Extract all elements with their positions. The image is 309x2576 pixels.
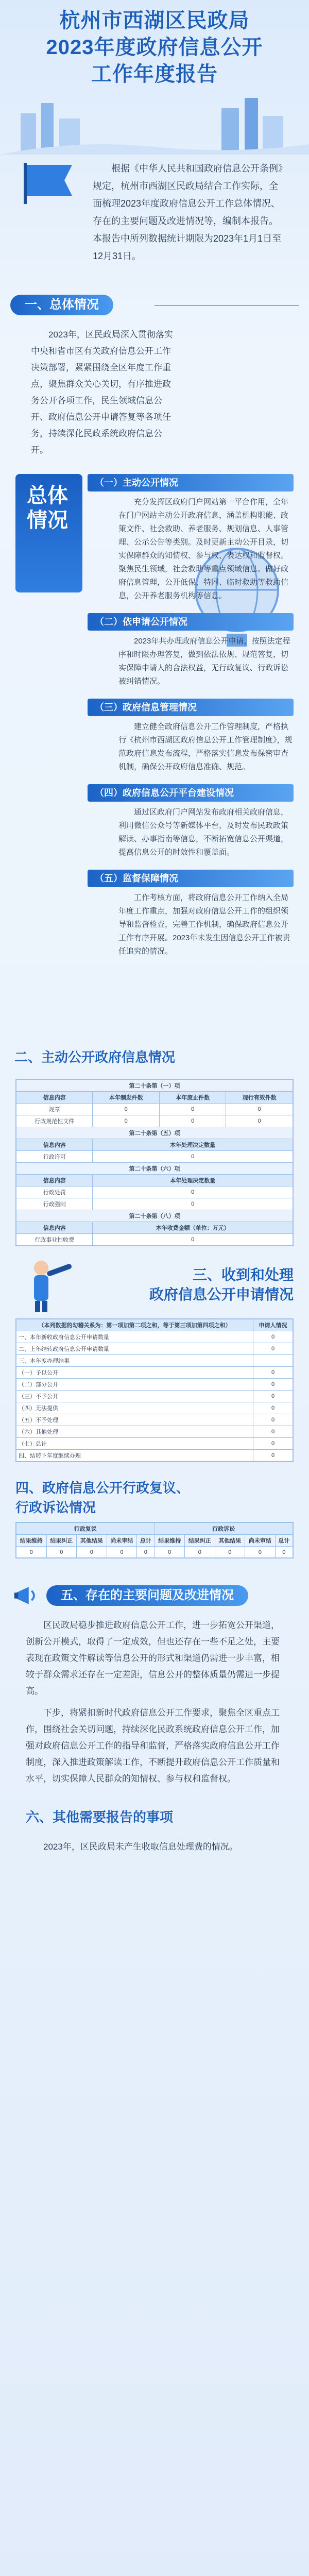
summary-item-body: 工作考核方面，将政府信息公开工作纳入全局年度工作重点，加强对政府信息公开工作的组织领导和监督检查，完善工作机制，确保政府信息公开工作有序开展。2023年未发生因信息公开工作被责任追究的情况。 <box>118 893 290 956</box>
report-header <box>0 0 309 155</box>
table-cell: （一）予以公开 <box>16 1367 253 1379</box>
table-cell: 行政强制 <box>16 1198 93 1210</box>
section-divider <box>154 305 299 306</box>
table-cell: 0 <box>215 1547 245 1558</box>
section-3-heading <box>0 1257 309 1313</box>
table-cell: 0 <box>253 1414 293 1426</box>
summary-item-title: （三）政府信息管理情况 <box>88 699 294 716</box>
table-cell: （七）总计 <box>16 1438 253 1450</box>
table-header: 本年制发件数 <box>93 1092 160 1104</box>
summary-item-title: （二）依申请公开情况 <box>88 613 294 631</box>
table-header: 本年收费金额（单位：万元） <box>93 1222 293 1234</box>
table-cell: 0 <box>245 1547 276 1558</box>
table-cell: 二、上年结转政府信息公开申请数量 <box>16 1343 253 1355</box>
title-line-2: 2023年度政府信息公开 <box>46 36 263 59</box>
other-matters-text: 2023年，区民政局未产生收取信息处理费的情况。 <box>43 1842 238 1852</box>
table-cell: 0 <box>253 1379 293 1391</box>
section-4-heading <box>0 1476 309 1517</box>
table-cell: 第二十条第（一）项 <box>16 1080 293 1092</box>
table-cell: （五）不予处理 <box>16 1414 253 1426</box>
table-header: 总计 <box>275 1535 293 1547</box>
person-with-telescope-illustration <box>15 1257 77 1313</box>
section-2-title: 二、主动公开政府信息情况 <box>14 1049 176 1065</box>
intro-text: 根据《中华人民共和国政府信息公开条例》规定，杭州市西湖区民政局结合工作实际，全面梳理2023年度政府信息公开工作总体情况、存在的主要问题及改进情况等，编制本报告。本报告中所列数据统计期限为2023年1月1日至12月31日。 <box>93 163 283 261</box>
section-5-title: 五、存在的主要问题及改进情况 <box>46 1585 248 1606</box>
table-cell: 0 <box>107 1547 137 1558</box>
table-cell: 0 <box>253 1402 293 1414</box>
table-cell: 0 <box>253 1367 293 1379</box>
summary-item-body: 2023年共办理政府信息公开申请，按照法定程序和时限办理答复，做到依法依规、规范答复，切实保障申请人的合法权益，无行政复议、行政诉讼被纠错情况。 <box>118 637 290 686</box>
table-cell: 0 <box>159 1115 226 1127</box>
table-header: 本年废止件数 <box>159 1092 226 1104</box>
table-cell: 三、本年度办理结果 <box>16 1355 253 1367</box>
summary-item-title: （一）主动公开情况 <box>88 474 294 492</box>
table-cell: 规章 <box>16 1104 93 1115</box>
table-cell: 0 <box>253 1426 293 1438</box>
problem-paragraph-2: 下步，将紧扣新时代政府信息公开工作要求，聚焦全区重点工作，围绕社会关切问题，持续深化民政系统政府信息公开工作，加强对政府信息公开工作的指导和监督，严格落实政府信息公开工作制度，深入推进政策解读工作，不断提升政府信息公开工作质量和水平，切实保障人民群众的知情权、参与权和监督权。 <box>26 1708 280 1784</box>
section-3-title-line-1: 三、收到和处理 <box>192 1267 294 1283</box>
table-cell: 0 <box>137 1547 154 1558</box>
table-cell: 0 <box>253 1331 293 1343</box>
table-header: 尚未审结 <box>245 1535 276 1547</box>
section-4-title-line-2: 行政诉讼情况 <box>15 1500 96 1515</box>
table-header: 行政诉讼 <box>154 1523 293 1535</box>
flag-icon <box>21 160 82 206</box>
megaphone-icon <box>12 1581 41 1610</box>
table-cell: 0 <box>93 1151 293 1163</box>
title-line-1: 杭州市西湖区民政局 <box>59 9 250 32</box>
table-cell: （六）其他处理 <box>16 1426 253 1438</box>
table-cell: 0 <box>159 1104 226 1115</box>
summary-section <box>15 474 294 1041</box>
problem-block <box>15 1617 294 1787</box>
summary-item <box>88 474 294 603</box>
table-cell: （四）无法提供 <box>16 1402 253 1414</box>
table-header: 结果纠正 <box>46 1535 77 1547</box>
table-cell: 0 <box>77 1547 107 1558</box>
section-4-title-line-1: 四、政府信息公开行政复议、 <box>15 1480 190 1496</box>
table-cell: 0 <box>253 1450 293 1462</box>
table-cell: 0 <box>154 1547 185 1558</box>
table-cell: 一、本年新收政府信息公开申请数量 <box>16 1331 253 1343</box>
table-header: 本年处理决定数量 <box>93 1175 293 1187</box>
table-header: 信息内容 <box>16 1092 93 1104</box>
summary-item-body: 充分发挥区政府门户网站第一平台作用，全年在门户网站主动公开政府信息，涵盖机构职能、政策文件、社会救助、养老服务、规划信息、人事管理、公示公告等类别。及时更新主动公开目录，切实保障群众的知情权、参与权、表达权和监督权。聚焦民生领域，社会救助等重点领域信息。做好政府信息管理，公开低保、特困、临时救助等救助信息，公开养老服务机构等信息。 <box>118 498 289 600</box>
table-cell: 四、结转下年度继续办理 <box>16 1450 253 1462</box>
table-cell: 0 <box>93 1104 160 1115</box>
table-cell: 0 <box>93 1115 160 1127</box>
table-cell <box>253 1355 293 1367</box>
city-skyline-illustration <box>0 82 309 155</box>
table-cell: 0 <box>253 1343 293 1355</box>
summary-item-title: （四）政府信息公开平台建设情况 <box>88 784 294 802</box>
table-cell: （三）不予公开 <box>16 1391 253 1402</box>
table-cell: 0 <box>16 1547 47 1558</box>
table-cell: 0 <box>93 1187 293 1198</box>
table-header: 信息内容 <box>16 1222 93 1234</box>
summary-item-body: 通过区政府门户网站发布政府相关政府信息，利用微信公众号等新媒体平台，及时发布民政政策解读、办事指南等信息，不断拓宽信息公开渠道，提高信息公开的时效性和覆盖面。 <box>118 808 289 857</box>
report-title <box>0 0 309 88</box>
table-header: 总计 <box>137 1535 154 1547</box>
table-cell: 0 <box>275 1547 293 1558</box>
table-cell: 0 <box>93 1234 293 1246</box>
review-litigation-table <box>15 1522 294 1558</box>
summary-item <box>88 784 294 859</box>
table-header: （本列数据的勾稽关系为：第一项加第二项之和，等于第三项加第四项之和） <box>16 1319 253 1331</box>
section-1-title: 一、总体情况 <box>10 295 113 315</box>
section-2-heading <box>0 1041 309 1074</box>
table-cell: 0 <box>93 1198 293 1210</box>
section-1-heading <box>0 289 309 321</box>
table-header: 信息内容 <box>16 1175 93 1187</box>
intro-block <box>21 155 288 275</box>
table-cell: 0 <box>226 1115 293 1127</box>
table-cell: 0 <box>226 1104 293 1115</box>
table-cell: 行政事业性收费 <box>16 1234 93 1246</box>
problem-paragraph-1: 区民政局稳步推进政府信息公开工作，进一步拓宽公开渠道，创新公开模式，取得了一定成效，但也还存在一些不足之处，主要表现在政策文件解读等信息公开的形式和渠道仍需进一步丰富，相较于群众需求还存在一定差距，信息公开的整体质量仍需进一步提高。 <box>26 1620 280 1696</box>
table-header: 结果纠正 <box>184 1535 215 1547</box>
application-table <box>15 1318 294 1462</box>
table-header: 尚未审结 <box>107 1535 137 1547</box>
table-cell: （二）部分公开 <box>16 1379 253 1391</box>
table-cell: 第二十条第（六）项 <box>16 1163 293 1175</box>
table-header: 其他结果 <box>77 1535 107 1547</box>
table-cell: 行政规范性文件 <box>16 1115 93 1127</box>
table-cell: 0 <box>46 1547 77 1558</box>
table-header: 申请人情况 <box>253 1319 293 1331</box>
table-cell: 第二十条第（八）项 <box>16 1210 293 1222</box>
table-cell: 0 <box>184 1547 215 1558</box>
section-6-title: 六、其他需要报告的事项 <box>26 1809 174 1825</box>
section-6-heading <box>0 1801 309 1834</box>
section-5-heading <box>0 1579 309 1612</box>
table-cell: 第二十条第（五）项 <box>16 1127 293 1139</box>
summary-tag: 总体情况 <box>15 474 82 592</box>
proactive-disclosure-table <box>15 1079 294 1246</box>
summary-item <box>88 613 294 688</box>
summary-items <box>88 474 294 969</box>
overview-text: 2023年，区民政局深入贯彻落实中央和省市区有关政府信息公开工作决策部署，紧紧围绕全区年度工作重点，聚焦群众关心关切，有序推进政务公开各项工作，民生领域信息公开、政府信息公开申请答复等各项任务，持续深化民政系统政府信息公开。 <box>31 330 173 455</box>
table-cell: 行政许可 <box>16 1151 93 1163</box>
table-header: 行政复议 <box>16 1523 154 1535</box>
table-header: 其他结果 <box>215 1535 245 1547</box>
summary-item-title: （五）监督保障情况 <box>88 870 294 887</box>
summary-item <box>88 870 294 958</box>
table-header: 本年处理决定数量 <box>93 1139 293 1151</box>
title-line-3: 工作年度报告 <box>91 63 218 86</box>
table-cell: 0 <box>253 1438 293 1450</box>
table-header: 结果维持 <box>16 1535 47 1547</box>
table-header: 现行有效件数 <box>226 1092 293 1104</box>
summary-item-body: 建立健全政府信息公开工作管理制度，严格执行《杭州市西湖区政府信息公开工作管理制度》，规范政府信息发布流程，严格落实信息发布保密审查机制，确保公开政府信息准确、规范。 <box>118 722 293 771</box>
table-header: 结果维持 <box>154 1535 185 1547</box>
table-cell: 0 <box>253 1391 293 1402</box>
table-header: 信息内容 <box>16 1139 93 1151</box>
table-cell: 行政处罚 <box>16 1187 93 1198</box>
overview-block <box>21 327 288 459</box>
summary-item <box>88 699 294 774</box>
section-3-title-line-2: 政府信息公开申请情况 <box>149 1286 294 1302</box>
